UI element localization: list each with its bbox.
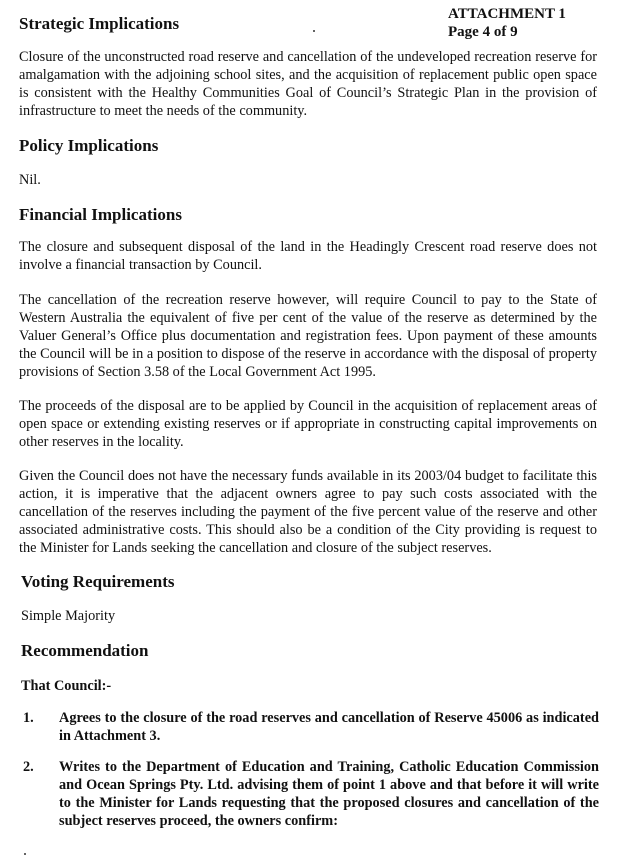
recommendation-intro: That Council:- bbox=[21, 678, 112, 694]
strategic-implications-text: Closure of the unconstructed road reserve and cancellation of the undeveloped recreation reserve for amalgamation with the adjoining school sites, and the acquisition of replacement public open space is consistent with the Healthy Communities Goal of Council’s Strategic Plan in the provision of infrastructure to meet the needs of the community. bbox=[19, 49, 597, 119]
voting-requirements-text: Simple Majority bbox=[21, 608, 116, 624]
heading-financial-implications: Financial Implications bbox=[19, 205, 182, 224]
attachment-header bbox=[448, 5, 566, 41]
policy-implications-text: Nil. bbox=[19, 172, 41, 188]
heading-recommendation: Recommendation bbox=[21, 641, 149, 660]
scan-speck bbox=[313, 30, 315, 32]
page-number: Page 4 of 9 bbox=[448, 24, 518, 40]
list-item-text: Agrees to the closure of the road reserves and cancellation of Reserve 45006 as indicated in Attachment 3. bbox=[59, 710, 599, 744]
heading-voting-requirements: Voting Requirements bbox=[21, 572, 175, 591]
list-item-number: 1. bbox=[23, 710, 34, 726]
list-item-text: Writes to the Department of Education and Training, Catholic Education Commission and Ocean Springs Pty. Ltd. advising them of point 1 above and that before it will write to the Minister for Lands requesting that the proposed closures and cancellation of the subject reserves proceed, the owners confirm: bbox=[59, 759, 599, 829]
attachment-label: ATTACHMENT 1 bbox=[448, 6, 566, 22]
financial-paragraph-1: The closure and subsequent disposal of the land in the Headingly Crescent road reserve does not involve a financial transaction by Council. bbox=[19, 239, 597, 273]
heading-strategic-implications: Strategic Implications bbox=[19, 14, 180, 33]
financial-paragraph-3: The proceeds of the disposal are to be applied by Council in the acquisition of replacement areas of open space or extending existing reserves or if appropriate in constructing capital improvements on other reserves in the locality. bbox=[19, 398, 597, 450]
financial-paragraph-4: Given the Council does not have the necessary funds available in its 2003/04 budget to facilitate this action, it is imperative that the adjacent owners agree to pay such costs associated with the cancellation of the reserves including the payment of the five percent value of the reserve and other associated administrative costs. This should also be a condition of the City providing is request to the Minister for Lands seeking the cancellation and closure of the subject reserves. bbox=[19, 468, 597, 556]
list-item-number: 2. bbox=[23, 759, 34, 775]
financial-paragraph-2: The cancellation of the recreation reserve however, will require Council to pay to the State of Western Australia the equivalent of five per cent of the value of the reserve as determined by the Valuer General’s Office plus documentation and registration fees. Upon payment of these amounts the Council will be in a position to dispose of the reserve in accordance with the disposal of property provisions of Section 3.58 of the Local Government Act 1995. bbox=[19, 292, 597, 380]
scan-speck bbox=[24, 853, 26, 855]
heading-policy-implications: Policy Implications bbox=[19, 136, 159, 155]
